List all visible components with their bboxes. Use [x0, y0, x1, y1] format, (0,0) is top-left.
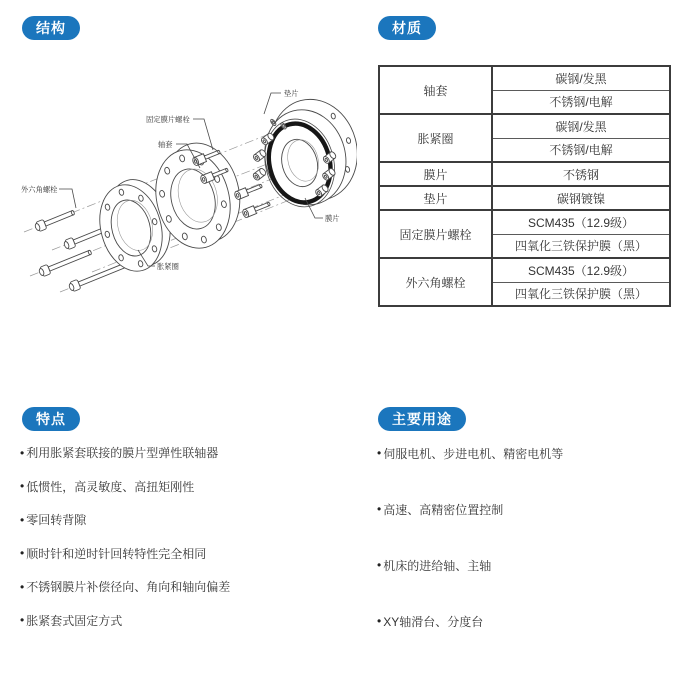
list-item: • 低惯性，高灵敏度、高扭矩刚性 [20, 470, 360, 504]
table-row [379, 162, 670, 186]
table-row [379, 114, 670, 138]
material-spec: 四氧化三铁保护膜（黑） [492, 234, 670, 258]
material-spec: 四氧化三铁保护膜（黑） [492, 282, 670, 306]
list-item: • 利用胀紧套联接的膜片型弹性联轴器 [20, 436, 360, 470]
list-item: • 胀紧套式固定方式 [20, 604, 360, 638]
section-badge-uses: 主要用途 [378, 407, 466, 431]
material-part: 固定膜片螺栓 [379, 210, 492, 258]
material-spec: 碳钢/发黑 [492, 114, 670, 138]
material-part: 胀紧圈 [379, 114, 492, 162]
label-diaphragm: 膜片 [325, 214, 340, 223]
material-table [378, 65, 671, 307]
material-spec: SCM435（12.9级） [492, 258, 670, 282]
label-sleeve: 轴套 [158, 140, 173, 149]
section-badge-material: 材质 [378, 16, 436, 40]
label-washer: 垫片 [284, 89, 299, 98]
material-spec: 不锈钢/电解 [492, 138, 670, 162]
material-part: 垫片 [379, 186, 492, 210]
list-item: • XY轴滑台、分度台 [377, 593, 677, 649]
label-hex-bolt: 外六角螺栓 [21, 185, 58, 194]
table-row [379, 186, 670, 210]
material-spec: 不锈钢/电解 [492, 90, 670, 114]
material-spec: 碳钢/发黑 [492, 66, 670, 90]
table-row [379, 258, 670, 282]
coupling-diagram-svg [12, 82, 357, 317]
features-list [20, 436, 360, 637]
section-badge-features: 特点 [22, 407, 80, 431]
table-row [379, 210, 670, 234]
list-item: • 不锈钢膜片补偿径向、角向和轴向偏差 [20, 570, 360, 604]
uses-list [377, 425, 677, 649]
section-badge-structure: 结构 [22, 16, 80, 40]
material-spec: SCM435（12.9级） [492, 210, 670, 234]
table-row [379, 66, 670, 90]
list-item: • 高速、高精密位置控制 [377, 481, 677, 537]
list-item: • 零回转背隙 [20, 503, 360, 537]
material-part: 膜片 [379, 162, 492, 186]
list-item: • 伺服电机、步进电机、精密电机等 [377, 425, 677, 481]
material-spec: 不锈钢 [492, 162, 670, 186]
label-expansion-ring: 胀紧圈 [157, 262, 179, 271]
label-fixing-bolt: 固定膜片螺栓 [146, 115, 190, 124]
material-spec: 碳钢镀镍 [492, 186, 670, 210]
material-part: 外六角螺栓 [379, 258, 492, 306]
list-item: • 机床的进给轴、主轴 [377, 537, 677, 593]
list-item: • 顺时针和逆时针回转特性完全相同 [20, 537, 360, 571]
hub-assembly [237, 89, 357, 218]
coupling-exploded-diagram [12, 82, 357, 317]
material-table-container [378, 65, 671, 307]
material-part: 轴套 [379, 66, 492, 114]
